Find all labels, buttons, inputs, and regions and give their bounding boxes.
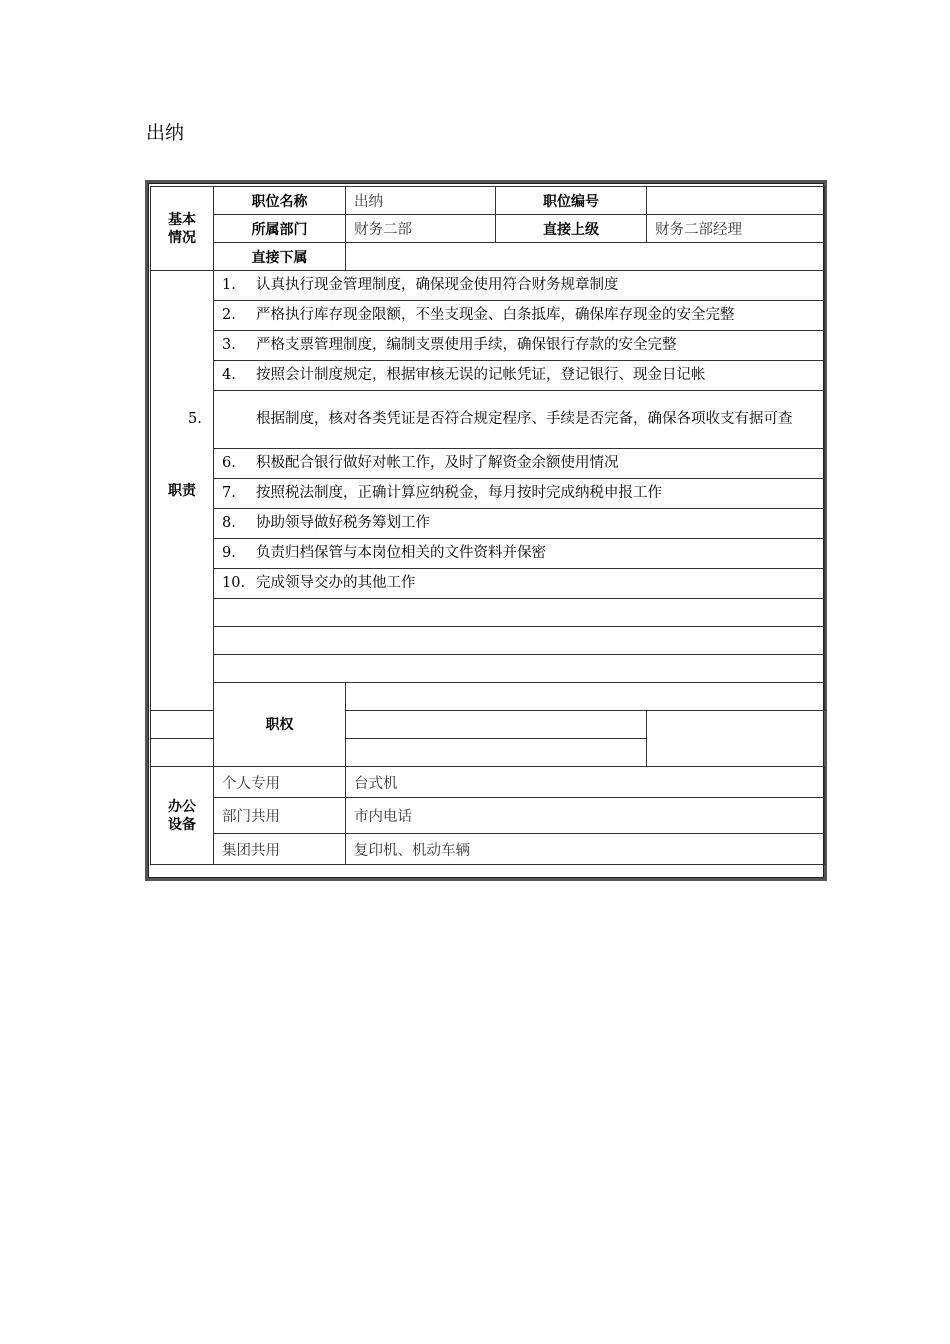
duty-number: 8.	[222, 515, 236, 531]
duty-row	[151, 391, 825, 449]
empty-cell	[151, 711, 647, 739]
duty-text: 认真执行现金管理制度，确保现金使用符合财务规章制度	[256, 277, 619, 293]
equipment-label: 部门共用	[214, 798, 346, 834]
basic-info-row-1	[151, 187, 825, 215]
duty-item-5	[188, 391, 825, 449]
position-code-value	[647, 187, 825, 215]
supervisor-value: 财务二部经理	[647, 215, 825, 243]
empty-cell	[151, 739, 647, 767]
empty-cell	[214, 655, 825, 683]
duty-item-9	[214, 539, 825, 569]
duty-empty-row	[151, 599, 825, 627]
duty-row	[151, 479, 825, 509]
duty-row	[151, 539, 825, 569]
authority-row	[151, 739, 825, 767]
duty-text: 严格支票管理制度，编制支票使用手续，确保银行存款的安全完整	[256, 337, 677, 353]
duty-number: 1.	[222, 277, 236, 293]
department-label: 所属部门	[214, 215, 346, 243]
duty-text: 积极配合银行做好对帐工作，及时了解资金余额使用情况	[256, 455, 619, 471]
duty-row	[151, 331, 825, 361]
department-value: 财务二部	[346, 215, 496, 243]
duty-number: 3.	[222, 337, 236, 353]
duty-number: 7.	[222, 485, 236, 501]
duty-text: 负责归档保管与本岗位相关的文件资料并保密	[256, 545, 546, 561]
duty-number: 4.	[222, 367, 236, 383]
duty-row	[151, 301, 825, 331]
supervisor-label: 直接上级	[496, 215, 647, 243]
document-title: 出纳	[146, 122, 185, 144]
authority-row	[151, 711, 825, 739]
equipment-value: 复印机、机动车辆	[346, 834, 825, 865]
equipment-label: 集团共用	[214, 834, 346, 865]
duty-text: 按照会计制度规定，根据审核无误的记帐凭证，登记银行、现金日记帐	[256, 367, 706, 383]
equipment-value: 台式机	[346, 767, 825, 798]
duty-row	[151, 361, 825, 391]
duty-text: 完成领导交办的其他工作	[256, 575, 416, 591]
duty-item-4	[214, 361, 825, 391]
equipment-row	[151, 834, 825, 865]
duties-section-label: 职责	[151, 271, 214, 711]
duty-number: 5.	[188, 411, 202, 427]
duty-row	[151, 509, 825, 539]
empty-cell	[214, 599, 825, 627]
basic-info-row-3	[151, 243, 825, 271]
basic-info-section-label: 基本 情况	[151, 187, 214, 271]
duty-empty-row	[151, 655, 825, 683]
subordinate-value	[346, 243, 825, 271]
duty-item-10	[214, 569, 825, 599]
duty-row	[151, 569, 825, 599]
duty-item-8	[214, 509, 825, 539]
position-name-label: 职位名称	[214, 187, 346, 215]
equipment-value: 市内电话	[346, 798, 825, 834]
equipment-section-label: 办公 设备	[151, 767, 214, 865]
empty-cell	[214, 627, 825, 655]
position-code-label: 职位编号	[496, 187, 647, 215]
duty-empty-row	[151, 627, 825, 655]
job-description-table	[150, 186, 825, 865]
duty-item-6	[214, 449, 825, 479]
duty-item-7	[214, 479, 825, 509]
basic-info-row-2	[151, 215, 825, 243]
duty-number: 2.	[222, 307, 236, 323]
duty-row	[151, 271, 825, 301]
equipment-row	[151, 798, 825, 834]
duty-text: 严格执行库存现金限额，不坐支现金、白条抵库，确保库存现金的安全完整	[256, 307, 735, 323]
position-name-value: 出纳	[346, 187, 496, 215]
empty-cell	[346, 683, 825, 711]
duty-number: 9.	[222, 545, 236, 561]
duty-text: 根据制度，核对各类凭证是否符合规定程序、手续是否完备，确保各项收支有据可查	[256, 411, 793, 427]
duty-text: 按照税法制度，正确计算应纳税金，每月按时完成纳税申报工作	[256, 485, 662, 501]
duty-item-2	[214, 301, 825, 331]
authority-section-label: 职权	[214, 683, 346, 767]
duty-text: 协助领导做好税务筹划工作	[256, 515, 430, 531]
duty-item-3	[214, 331, 825, 361]
equipment-row	[151, 767, 825, 798]
duty-row	[151, 449, 825, 479]
duty-item-1	[214, 271, 825, 301]
equipment-label: 个人专用	[214, 767, 346, 798]
duty-number: 6.	[222, 455, 236, 471]
subordinate-label: 直接下属	[214, 243, 346, 271]
authority-row	[151, 683, 825, 711]
duty-number: 10.	[222, 575, 246, 591]
